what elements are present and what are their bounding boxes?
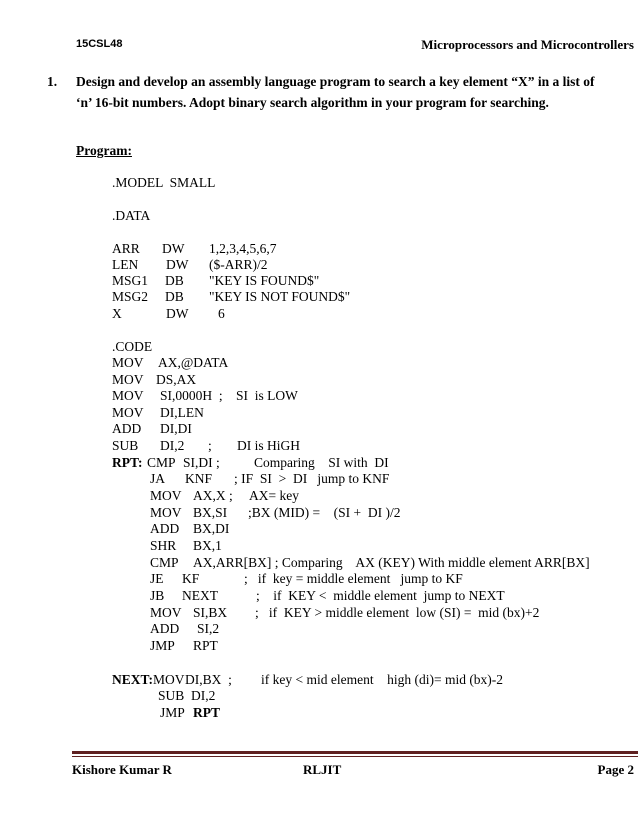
instruction-args: AX,X ;	[193, 488, 233, 503]
code-model-directive: .MODEL SMALL	[112, 175, 216, 190]
instruction-args: AX,@DATA	[158, 355, 229, 370]
instruction-args: NEXT	[182, 588, 218, 603]
instruction-args: KF	[182, 571, 200, 586]
instruction-args: SI,DI ;	[183, 455, 220, 470]
instruction-comment: ; if KEY > middle element low (SI) = mid (bx)+2	[255, 605, 540, 620]
instruction-op: ADD	[150, 621, 180, 636]
instruction-args: KNF	[185, 471, 213, 486]
instruction-comment: if key < mid element high (di)= mid (bx)-2	[261, 672, 504, 687]
instruction-op: MOV	[150, 488, 182, 503]
instruction-comment: ; if key = middle element jump to KF	[244, 571, 463, 586]
header-course-code: 15CSL48	[76, 38, 123, 50]
footer-page-number: Page 2	[597, 762, 634, 777]
instruction-comment: Comparing SI with DI	[254, 455, 389, 470]
instruction-comment: ; if KEY < middle element jump to NEXT	[256, 588, 505, 603]
instruction-op: SUB	[112, 438, 139, 453]
instruction-args: SI,0000H ;	[160, 388, 223, 403]
instruction-comment: ;BX (MID) = (SI + DI )/2	[248, 505, 401, 520]
data-value: ($-ARR)/2	[209, 257, 268, 272]
footer-author: Kishore Kumar R	[72, 762, 172, 777]
data-directive: DB	[165, 273, 184, 288]
code-data-directive: .DATA	[112, 208, 151, 223]
instruction-op: ADD	[112, 421, 142, 436]
data-label: MSG1	[112, 273, 149, 288]
instruction-op: JMP	[150, 638, 175, 653]
instruction-op: MOV	[112, 405, 144, 420]
instruction-op: SHR	[150, 538, 177, 553]
data-value: 6	[218, 306, 225, 321]
data-directive: DW	[162, 241, 185, 256]
instruction-op: JB	[150, 588, 165, 603]
data-directive: DB	[165, 289, 184, 304]
instruction-args: DS,AX	[156, 372, 197, 387]
instruction-op: JA	[150, 471, 166, 486]
instruction-op: CMP	[147, 455, 176, 470]
instruction-comment: SI is LOW	[236, 388, 298, 403]
instruction-args: SI,2	[197, 621, 220, 636]
instruction-args: AX,ARR[BX] ; Comparing AX (KEY) With middle element ARR[BX]	[193, 555, 590, 570]
instruction-op: JE	[150, 571, 164, 586]
header-subject: Microprocessors and Microcontrollers	[421, 37, 634, 52]
instruction-args: DI,BX ;	[185, 672, 232, 687]
instruction-comment: AX= key	[249, 488, 299, 503]
data-directive: DW	[166, 306, 189, 321]
data-label: MSG2	[112, 289, 149, 304]
instruction-op: MOV	[112, 355, 144, 370]
instruction-comment: DI is HiGH	[237, 438, 300, 453]
instruction-args: BX,1	[193, 538, 222, 553]
instruction-args: DI,DI	[160, 421, 192, 436]
rpt-label: RPT:	[112, 455, 143, 470]
next-label: NEXT:	[112, 672, 154, 687]
instruction-args: BX,SI	[193, 505, 228, 520]
question-line-1: Design and develop an assembly language program to search a key element “X” in a list of	[76, 74, 595, 89]
data-value: "KEY IS FOUND$"	[209, 273, 320, 288]
data-directive: DW	[166, 257, 189, 272]
instruction-op: MOV	[112, 372, 144, 387]
instruction-args: RPT	[193, 638, 218, 653]
data-value: 1,2,3,4,5,6,7	[209, 241, 277, 256]
instruction-line: SUB DI,2	[158, 688, 216, 703]
footer-rule-thin	[72, 756, 638, 757]
instruction-args: DI,2 ;	[160, 438, 212, 453]
data-value: "KEY IS NOT FOUND$"	[209, 289, 351, 304]
question-line-2: ‘n’ 16-bit numbers. Adopt binary search algorithm in your program for searching.	[76, 95, 549, 110]
footer-institute: RLJIT	[303, 762, 342, 777]
instruction-op: MOV	[153, 672, 185, 687]
instruction-args: BX,DI	[193, 521, 230, 536]
data-label: LEN	[112, 257, 139, 272]
program-heading: Program:	[76, 143, 132, 158]
instruction-op: ADD	[150, 521, 180, 536]
instruction-comment: ; IF SI > DI jump to KNF	[234, 471, 390, 486]
instruction-op: MOV	[150, 605, 182, 620]
instruction-op: MOV	[112, 388, 144, 403]
question-number: 1.	[47, 74, 58, 89]
instruction-args: DI,LEN	[160, 405, 204, 420]
data-label: X	[112, 306, 122, 321]
jump-target: RPT	[193, 705, 220, 720]
instruction-args: SI,BX	[193, 605, 228, 620]
instruction-op: JMP	[160, 705, 185, 720]
instruction-op: MOV	[150, 505, 182, 520]
footer-rule-thick	[72, 751, 638, 754]
code-segment-directive: .CODE	[112, 339, 153, 354]
data-label: ARR	[112, 241, 140, 256]
instruction-op: CMP	[150, 555, 179, 570]
